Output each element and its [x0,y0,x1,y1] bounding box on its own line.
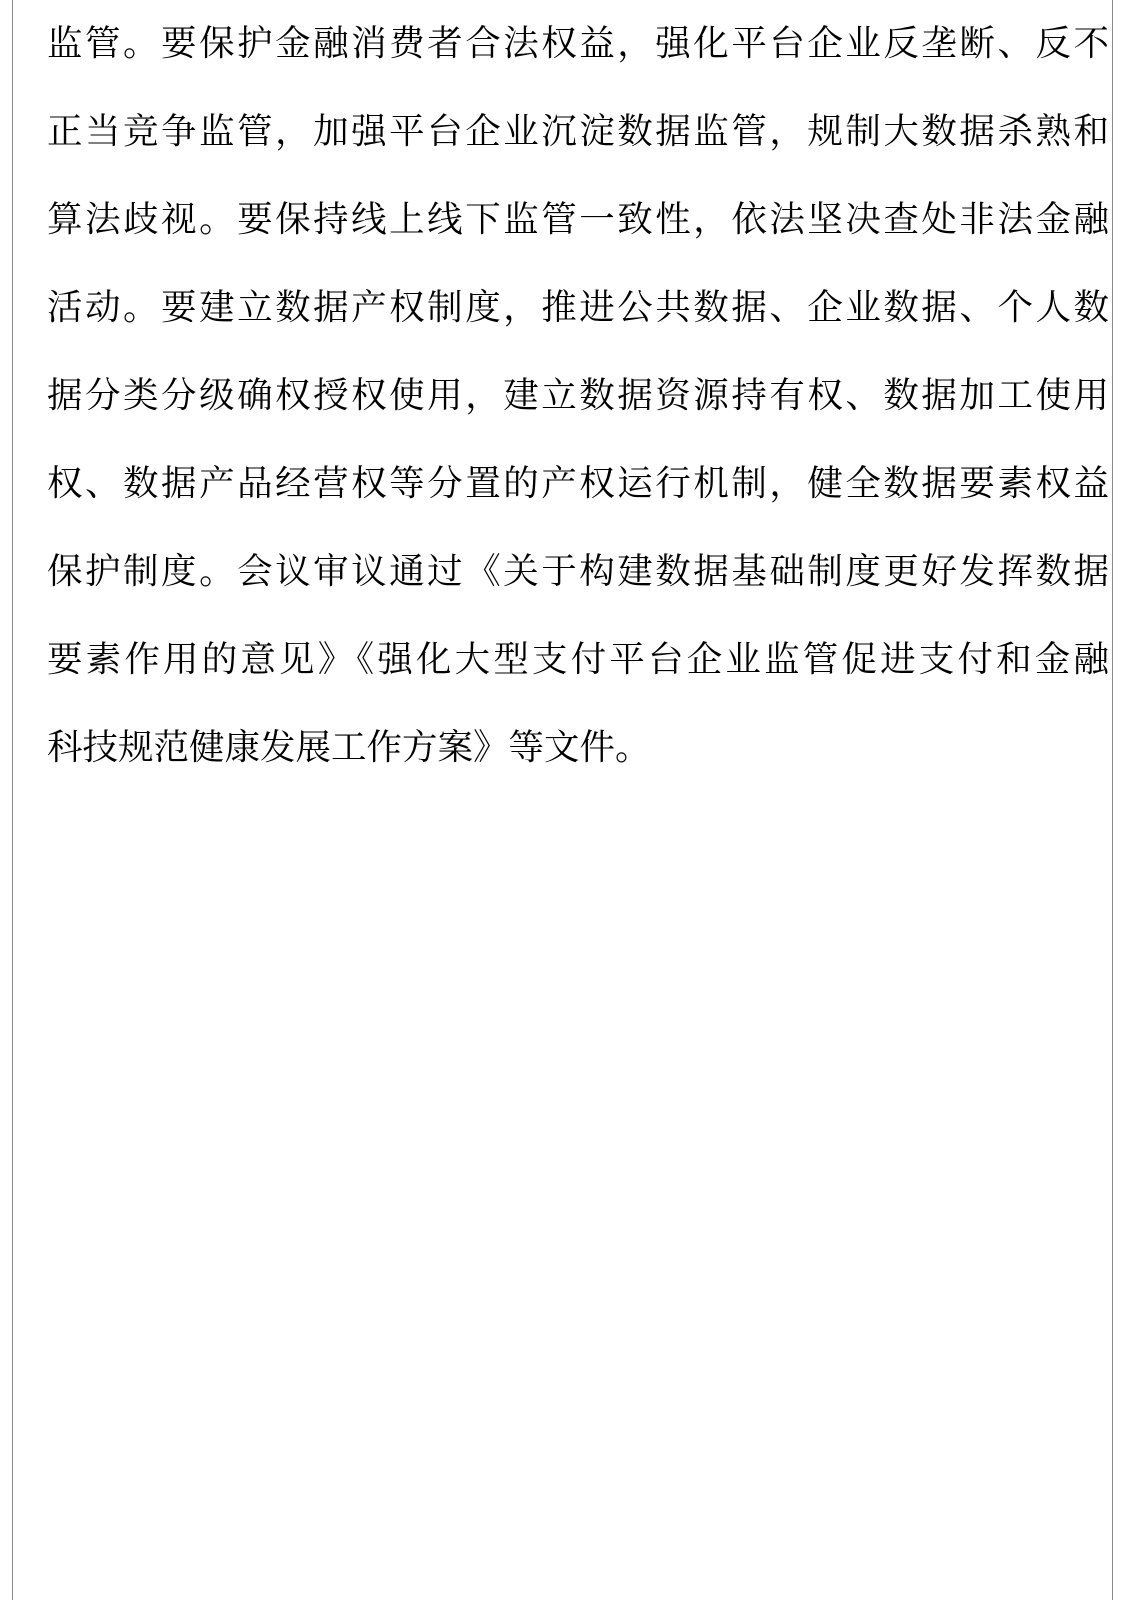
paragraph-line: 活动。要建立数据产权制度，推进公共数据、企业数据、个人数 [47,287,1109,328]
document-page [12,0,1113,1600]
article-paragraph [47,0,1109,792]
paragraph-line: 监管。要保护金融消费者合法权益，强化平台企业反垄断、反不 [47,23,1109,64]
paragraph-line: 科技规范健康发展工作方案》等文件。 [47,727,651,768]
paragraph-line: 算法歧视。要保持线上线下监管一致性，依法坚决查处非法金融 [47,199,1109,240]
paragraph-line: 正当竞争监管，加强平台企业沉淀数据监管，规制大数据杀熟和 [47,111,1109,152]
paragraph-line: 权、数据产品经营权等分置的产权运行机制，健全数据要素权益 [47,463,1109,504]
paragraph-line: 要素作用的意见》《强化大型支付平台企业监管促进支付和金融 [47,639,1109,680]
paragraph-line: 保护制度。会议审议通过《关于构建数据基础制度更好发挥数据 [47,551,1109,592]
paragraph-line: 据分类分级确权授权使用，建立数据资源持有权、数据加工使用 [47,375,1109,416]
